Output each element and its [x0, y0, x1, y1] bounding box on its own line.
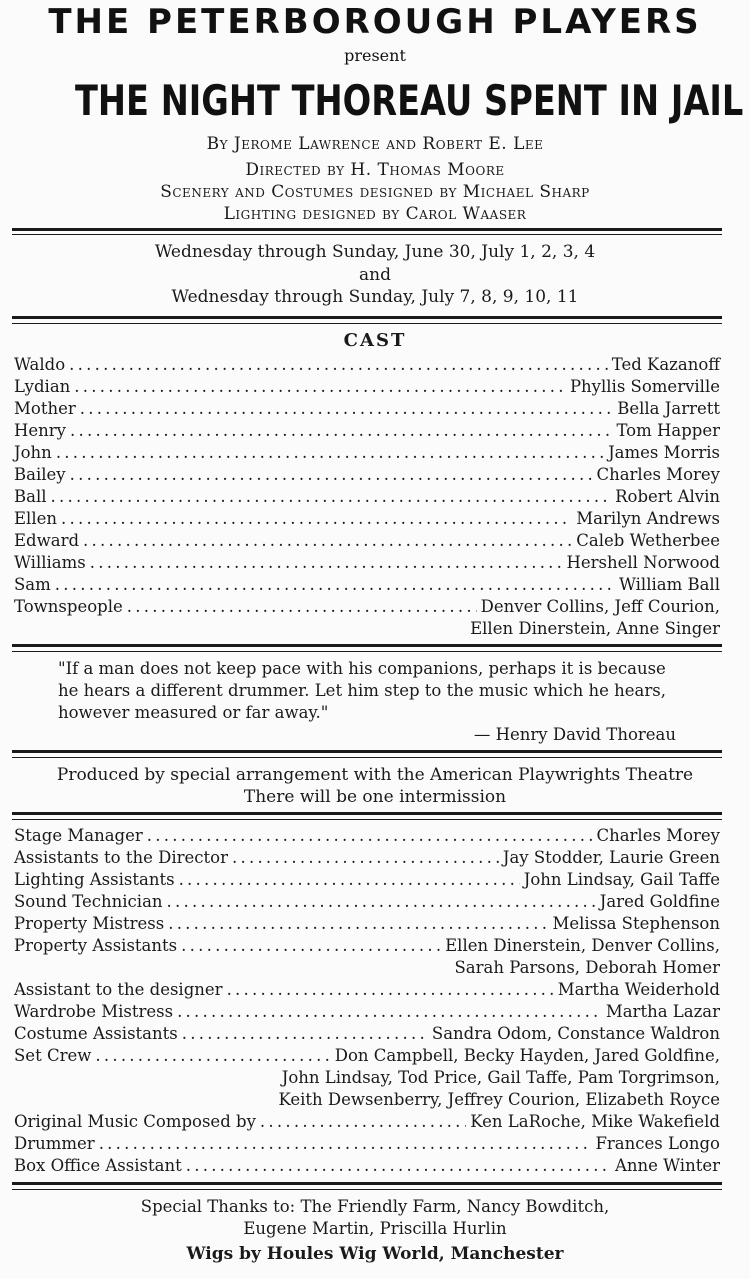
crew-name: Melissa Stephenson: [552, 914, 720, 933]
crew-name: Jared Goldfine: [599, 892, 720, 911]
crew-role: Assistants to the Director: [14, 848, 228, 867]
divider: [12, 812, 722, 815]
crew-name: Sandra Odom, Constance Waldron: [431, 1024, 720, 1043]
wigs-credit: Wigs by Houles Wig World, Manchester: [186, 1244, 564, 1264]
divider: [12, 1182, 722, 1185]
dot-leader: [56, 442, 604, 464]
crew-row: [14, 1111, 720, 1133]
crew-role: Property Assistants: [14, 936, 178, 955]
crew-row: [14, 847, 720, 869]
cast-name: Bella Jarrett: [617, 399, 720, 418]
dot-leader: [70, 464, 593, 486]
crew-role: Costume Assistants: [14, 1024, 178, 1043]
crew-role: Set Crew: [14, 1046, 92, 1065]
cast-row: [14, 530, 720, 552]
cast-name: James Morris: [608, 443, 720, 462]
dot-leader: [186, 1155, 611, 1177]
crew-row: [14, 1133, 720, 1155]
divider: [12, 819, 722, 820]
dot-leader: [95, 1045, 330, 1067]
crew-role: Lighting Assistants: [14, 870, 175, 889]
cast-row: [14, 442, 720, 464]
cast-name: Ted Kazanoff: [611, 355, 720, 374]
dot-leader: [80, 398, 613, 420]
special-thanks-continued: Eugene Martin, Priscilla Hurlin: [243, 1219, 507, 1238]
cast-role: Ball: [14, 487, 47, 506]
dot-leader: [74, 376, 566, 398]
crew-name: Ken LaRoche, Mike Wakefield: [470, 1112, 720, 1131]
cast-name: Hershell Norwood: [566, 553, 720, 572]
cast-row: [14, 376, 720, 398]
cast-row: [14, 398, 720, 420]
divider: [12, 316, 722, 319]
divider: [12, 234, 722, 235]
crew-name: Martha Lazar: [605, 1002, 720, 1021]
cast-name: William Ball: [618, 575, 720, 594]
dot-leader: [51, 486, 612, 508]
crew-role: Stage Manager: [14, 826, 143, 845]
property-assistants-continued: Sarah Parsons, Deborah Homer: [454, 958, 720, 977]
special-thanks: Special Thanks to: The Friendly Farm, Nancy Bowditch,: [140, 1197, 610, 1216]
intermission-note: There will be one intermission: [243, 787, 507, 807]
divider: [12, 750, 722, 753]
cast-role: Ellen: [14, 509, 57, 528]
dot-leader: [260, 1111, 466, 1133]
crew-role: Wardrobe Mistress: [14, 1002, 174, 1021]
cast-name: Caleb Wetherbee: [576, 531, 720, 550]
crew-row: [14, 825, 720, 847]
dates-line-1: Wednesday through Sunday, June 30, July 1, 2, 3, 4: [154, 242, 596, 262]
crew-row: [14, 1023, 720, 1045]
thoreau-quote: "If a man does not keep pace with his companions, perhaps it is because he hears a different drummer. Let him step to the music which he hears, however measured or far away.": [58, 659, 666, 722]
dot-leader: [55, 574, 615, 596]
cast-role: Bailey: [14, 465, 66, 484]
cast-role: Townspeople: [14, 597, 123, 616]
director-credit: Directed by H. Thomas Moore: [245, 160, 505, 180]
crew-name: John Lindsay, Gail Taffe: [523, 870, 720, 889]
crew-name: Frances Longo: [595, 1134, 720, 1153]
scenery-credit: Scenery and Costumes designed by Michael Sharp: [160, 182, 590, 202]
dot-leader: [127, 596, 477, 618]
crew-role: Assistant to the designer: [14, 980, 223, 999]
crew-row: [14, 935, 720, 957]
cast-role: Lydian: [14, 377, 71, 396]
cast-name: Denver Collins, Jeff Courion,: [480, 597, 720, 616]
dot-leader: [168, 913, 548, 935]
crew-row: [14, 1001, 720, 1023]
set-crew-continued: John Lindsay, Tod Price, Gail Taffe, Pam Torgrimson,: [281, 1068, 720, 1087]
cast-role: Waldo: [14, 355, 66, 374]
company-name: THE PETERBOROUGH PLAYERS: [48, 2, 702, 42]
dot-leader: [227, 979, 554, 1001]
cast-row: [14, 420, 720, 442]
cast-name: Phyllis Somerville: [569, 377, 720, 396]
divider: [12, 1189, 722, 1190]
dates-and: and: [359, 265, 391, 285]
divider: [12, 651, 722, 652]
divider: [12, 323, 722, 324]
crew-name: Martha Weiderhold: [557, 980, 720, 999]
crew-name: Don Campbell, Becky Hayden, Jared Goldfine,: [334, 1046, 720, 1065]
dot-leader: [147, 825, 593, 847]
cast-role: Mother: [14, 399, 76, 418]
dot-leader: [182, 1023, 428, 1045]
crew-role: Property Mistress: [14, 914, 165, 933]
crew-role: Sound Technician: [14, 892, 163, 911]
cast-row: [14, 354, 720, 376]
play-title: THE NIGHT THOREAU SPENT IN JAIL: [75, 76, 744, 125]
crew-row: [14, 1155, 720, 1177]
cast-role: Williams: [14, 553, 86, 572]
crew-row: [14, 869, 720, 891]
crew-name: Jay Stodder, Laurie Green: [502, 848, 720, 867]
crew-name: Charles Morey: [596, 826, 720, 845]
dot-leader: [69, 354, 608, 376]
dot-leader: [61, 508, 572, 530]
cast-role: Sam: [14, 575, 51, 594]
cast-heading: CAST: [343, 330, 407, 351]
production-note: Produced by special arrangement with the American Playwrights Theatre: [56, 765, 694, 785]
dot-leader: [70, 420, 612, 442]
cast-row: [14, 552, 720, 574]
dot-leader: [90, 552, 563, 574]
dot-leader: [177, 1001, 602, 1023]
crew-row: [14, 979, 720, 1001]
divider: [12, 644, 722, 647]
divider: [12, 757, 722, 758]
crew-row: [14, 913, 720, 935]
quote-attribution: — Henry David Thoreau: [473, 725, 676, 744]
crew-role: Original Music Composed by: [14, 1112, 256, 1131]
present-label: present: [344, 46, 406, 65]
cast-name: Charles Morey: [596, 465, 720, 484]
townspeople-continued: Ellen Dinerstein, Anne Singer: [470, 619, 720, 638]
dot-leader: [181, 935, 441, 957]
dot-leader: [83, 530, 572, 552]
dates-line-2: Wednesday through Sunday, July 7, 8, 9, 10, 11: [171, 287, 579, 307]
cast-name: Tom Happer: [616, 421, 720, 440]
cast-role: Edward: [14, 531, 80, 550]
dot-leader: [232, 847, 499, 869]
lighting-credit: Lighting designed by Carol Waaser: [223, 204, 527, 224]
dot-leader: [99, 1133, 592, 1155]
crew-row: [14, 1045, 720, 1067]
cast-role: Henry: [14, 421, 66, 440]
dot-leader: [167, 891, 596, 913]
cast-name: Marilyn Andrews: [576, 509, 720, 528]
cast-name: Robert Alvin: [615, 487, 720, 506]
dot-leader: [179, 869, 520, 891]
cast-row: [14, 486, 720, 508]
cast-row: [14, 464, 720, 486]
crew-role: Drummer: [14, 1134, 95, 1153]
author-credit: By Jerome Lawrence and Robert E. Lee: [206, 134, 544, 154]
crew-role: Box Office Assistant: [14, 1156, 182, 1175]
set-crew-continued: Keith Dewsenberry, Jeffrey Courion, Elizabeth Royce: [278, 1090, 720, 1109]
divider: [12, 228, 722, 231]
cast-role: John: [14, 443, 52, 462]
crew-name: Anne Winter: [614, 1156, 720, 1175]
crew-row: [14, 891, 720, 913]
cast-row: [14, 574, 720, 596]
cast-row: [14, 596, 720, 618]
cast-row: [14, 508, 720, 530]
crew-name: Ellen Dinerstein, Denver Collins,: [445, 936, 720, 955]
